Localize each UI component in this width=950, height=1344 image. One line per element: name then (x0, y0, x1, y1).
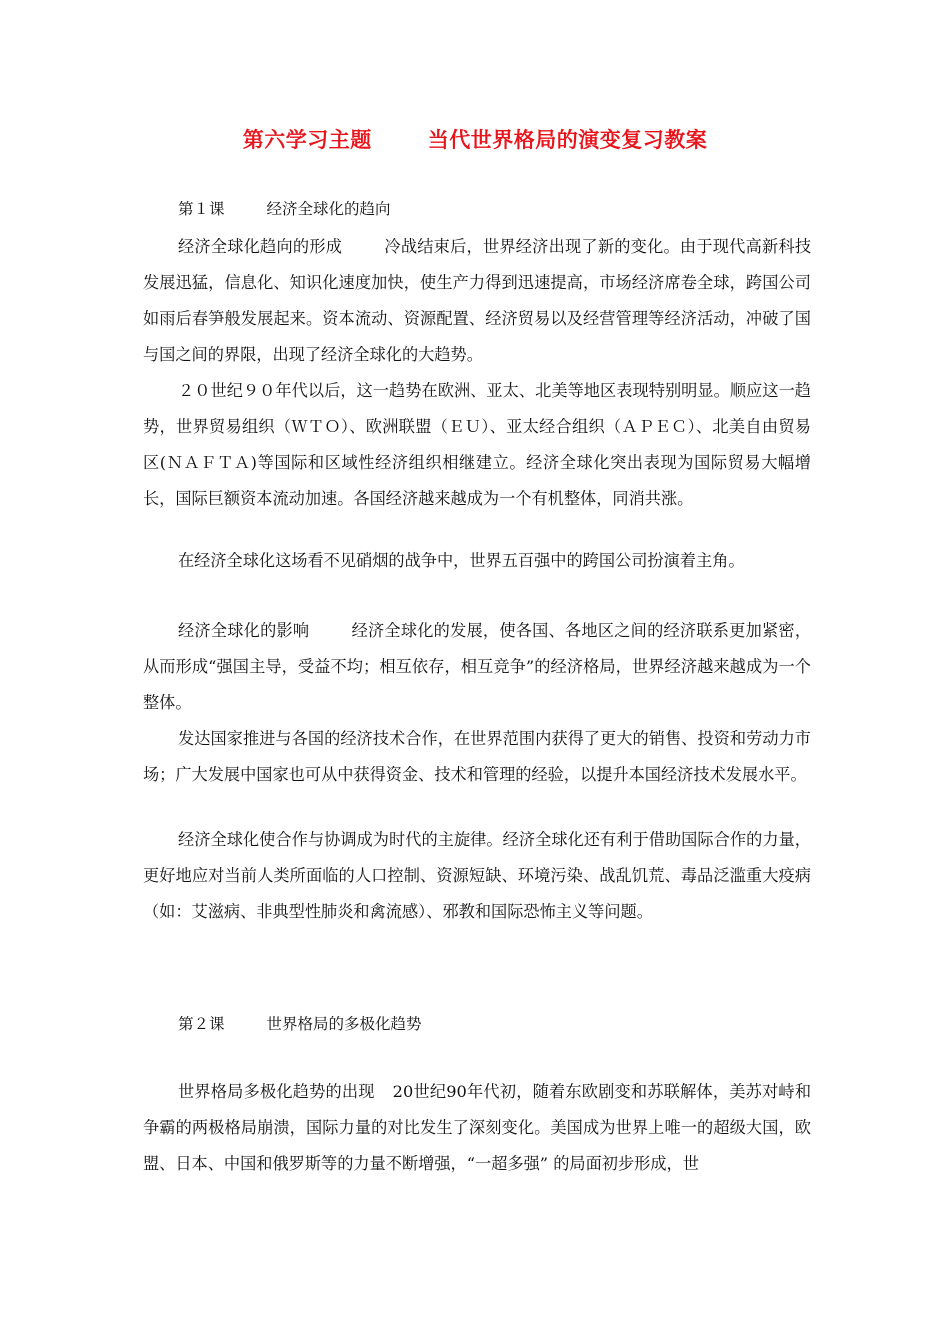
lesson-1-number: 第１课 (178, 200, 225, 218)
paragraph-multipolarity (143, 1074, 811, 1182)
document-title (0, 124, 950, 154)
paragraph-cooperation: 经济全球化使合作与协调成为时代的主旋律。经济全球化还有利于借助国际合作的力量，更好地应对当前人类所面临的人口控制、资源短缺、环境污染、战乱饥荒、毒品泛滥重大疫病（如：艾滋病、非典型性肺炎和禽流感）、邪教和国际恐怖主义等问题。 (143, 830, 811, 921)
title-part-2: 当代世界格局的演变复习教案 (427, 128, 708, 152)
lesson-2-number: 第２课 (178, 1015, 225, 1033)
paragraph-body: 20世纪90年代初，随着东欧剧变和苏联解体，美苏对峙和争霸的两极格局崩溃，国际力量的对比发生了深刻变化。美国成为世界上唯一的超级大国，欧盟、日本、中国和俄罗斯等的力量不断增强，“一超多强” 的局面初步形成，世 (143, 1082, 812, 1173)
lesson-1-heading (178, 197, 391, 219)
lesson-1-name: 经济全球化的趋向 (266, 200, 391, 218)
paragraph-multinationals: 在经济全球化这场看不见硝烟的战争中，世界五百强中的跨国公司扮演着主角。 (178, 551, 745, 570)
paragraph-heading: 世界格局多极化趋势的出现 (178, 1082, 375, 1101)
paragraph-globalization-formation (143, 229, 811, 373)
paragraph-heading: 经济全球化的影响 (178, 621, 310, 640)
paragraph-globalization-impact (143, 613, 811, 721)
paragraph-body: 经济全球化的发展，使各国、各地区之间的经济联系更加紧密，从而形成“强国主导，受益不均；相互依存，相互竞争”的经济格局，世界经济越来越成为一个整体。 (143, 621, 812, 712)
paragraph-body: 冷战结束后，世界经济出现了新的变化。由于现代高新科技发展迅猛，信息化、知识化速度加快，使生产力得到迅速提高，市场经济席卷全球，跨国公司如雨后春笋般发展起来。资本流动、资源配置、经济贸易以及经营管理等经济活动，冲破了国与国之间的界限，出现了经济全球化的大趋势。 (143, 237, 812, 364)
lesson-2-name: 世界格局的多极化趋势 (266, 1015, 422, 1033)
paragraph-developed-countries: 发达国家推进与各国的经济技术合作，在世界范围内获得了更大的销售、投资和劳动力市场；广大发展中国家也可从中获得资金、技术和管理的经验，以提升本国经济技术发展水平。 (143, 729, 811, 784)
paragraph-heading: 经济全球化趋向的形成 (178, 237, 343, 256)
title-part-1: 第六学习主题 (242, 128, 372, 152)
lesson-2-heading (178, 1012, 422, 1034)
paragraph-1990s-trend: ２０世纪９０年代以后，这一趋势在欧洲、亚太、北美等地区表现特别明显。顺应这一趋势，世界贸易组织（ＷＴＯ）、欧洲联盟（ＥＵ）、亚太经合组织（ＡＰＥＣ）、北美自由贸易区(ＮＡＦＴＡ)等国际和区域性经济组织相继建立。经济全球化突出表现为国际贸易大幅增长，国际巨额资本流动加速。各国经济越来越成为一个有机整体，同消共涨。 (143, 381, 811, 508)
